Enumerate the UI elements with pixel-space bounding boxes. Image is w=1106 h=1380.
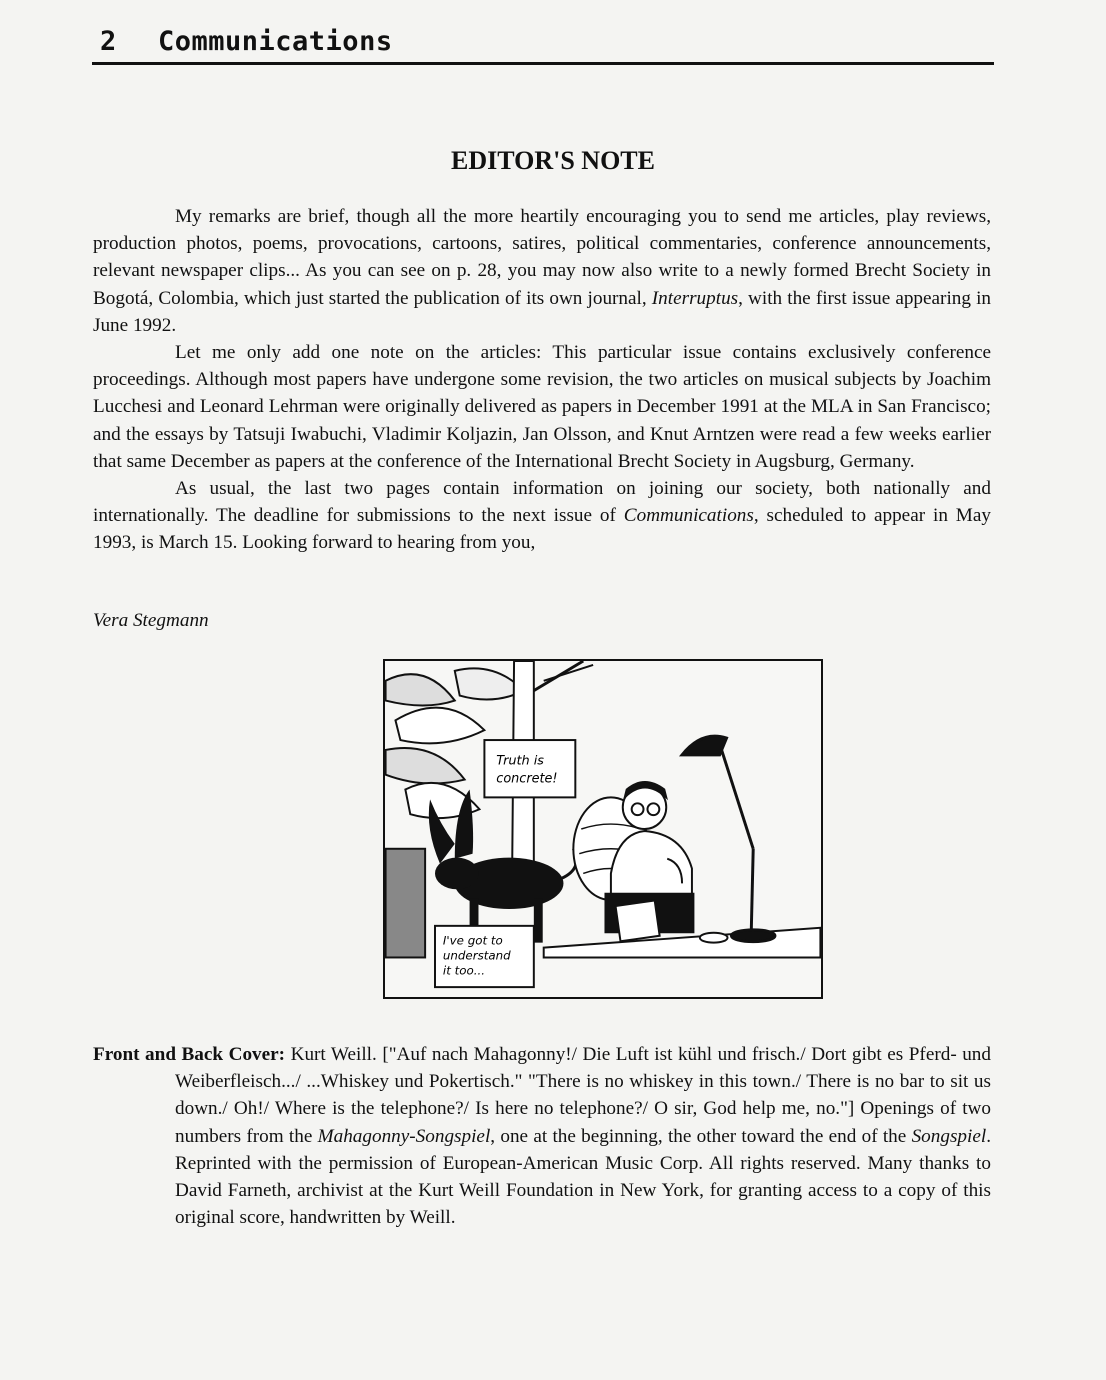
journal-title: Communications (158, 26, 393, 57)
sign-bottom-line3: it too... (442, 963, 486, 978)
cover-label: Front and Back Cover: (93, 1044, 286, 1065)
sign-bottom-line1: I've got to (442, 933, 503, 948)
cover-credit: Front and Back Cover: Kurt Weill. ["Auf nach Mahagonny!/ Die Luft ist kühl und frisch./ Dort gibt es Pferd- und Weiberfleisch.../ ...Whiskey und Pokertisch." "There is no whiskey in this town./ There is no bar to sit us down./ Oh!/ Where is the telephone?/ Is here no telephone?/ O sir, God help me, no."] Openings of two numbers from the Mahagonny-Songspiel, one at the beginning, the other toward the end of the Songspiel. Reprinted with the permission of European-American Music Corp. All rights reserved. Many thanks to David Farneth, archivist at the Kurt Weill Foundation in New York, for granting access to a copy of this original score, handwritten by Weill. (93, 1044, 991, 1229)
flower-pot (386, 849, 426, 958)
work-title-songspiel-full: Mahagonny-Songspiel (317, 1125, 491, 1147)
editor-note-body (93, 203, 991, 557)
paragraph-1: My remarks are brief, though all the more heartily encouraging you to send me articles, play reviews, production photos, poems, provocations, cartoons, satires, political commentaries, conference announcements, relevant newspaper clips... As you can see on p. 28, you may now also write to a newly formed Brecht Society in Bogotá, Colombia, which just started the publication of its own journal, Interruptus, with the first issue appearing in June 1992. (93, 206, 992, 336)
work-title-songspiel: Songspiel (911, 1125, 987, 1147)
cartoon-illustration (383, 659, 823, 999)
running-header (92, 22, 994, 65)
sign-bottom-line2: understand (442, 948, 511, 963)
desk-lamp (682, 736, 775, 941)
coffee-cup (700, 933, 728, 943)
page-number: 2 (100, 26, 117, 57)
journal-name-communications: Communications (623, 505, 754, 527)
paragraph-2: Let me only add one note on the articles: This particular issue contains exclusively conference proceedings. Although most papers have undergone some revision, the two articles on musical subjects by Joachim Lucchesi and Leonard Lehrman were originally delivered as papers in December 1991 at the MLA in San Francisco; and the essays by Tatsuji Iwabuchi, Vladimir Koljazin, Jan Olsson, and Knut Arntzen were read a few weeks earlier that same December as papers at the conference of the International Brecht Society in Augsburg, Germany. (93, 342, 991, 472)
sign-top-line1: Truth is (496, 753, 545, 769)
signature: Vera Stegmann (93, 610, 209, 631)
section-title: EDITOR'S NOTE (451, 146, 655, 175)
sign-top-line2: concrete! (496, 771, 558, 787)
journal-name-interruptus: Interruptus (651, 287, 739, 309)
paragraph-3: As usual, the last two pages contain information on joining our society, both nationally and internationally. The deadline for submissions to the next issue of Communications, scheduled to appear in May 1993, is March 15. Looking forward to hearing from you, (93, 478, 991, 554)
